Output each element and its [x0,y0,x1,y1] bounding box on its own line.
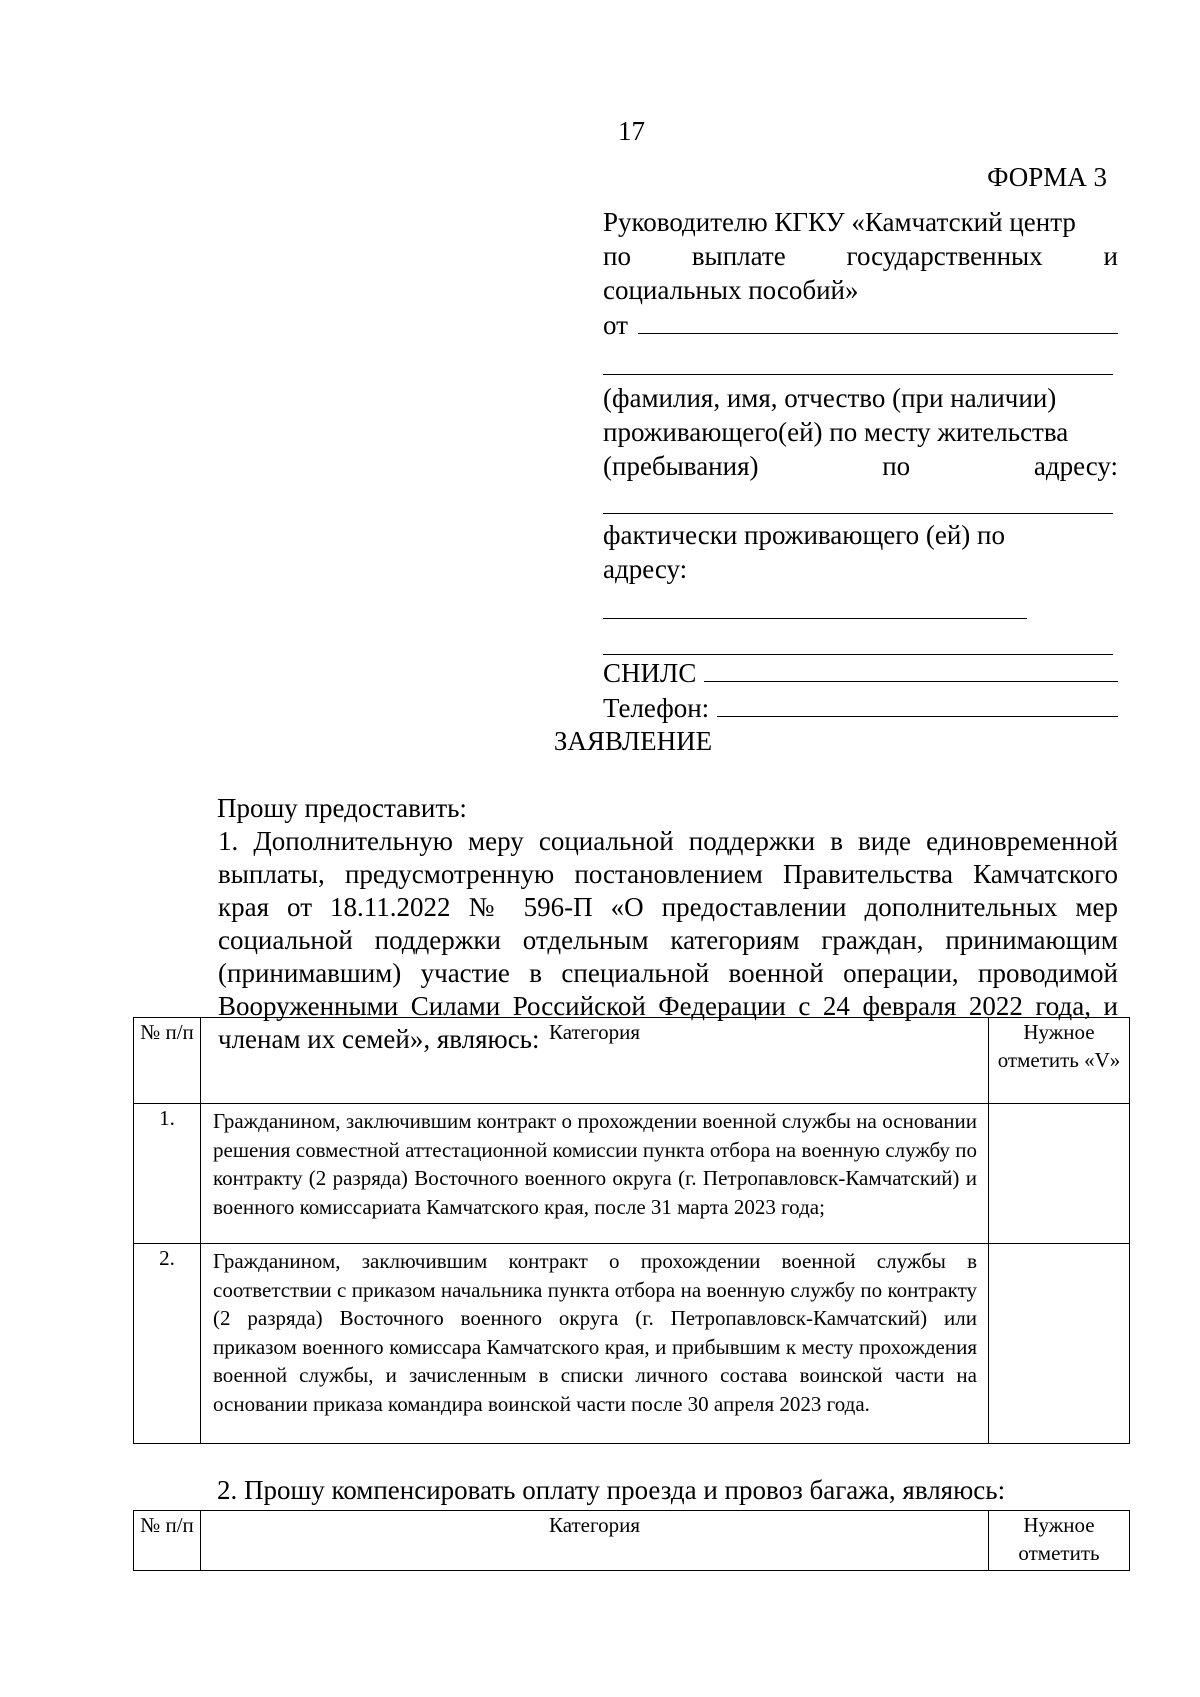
snils-row [603,655,1118,690]
actual-address-label-2: адресу: [603,554,688,584]
row-category-text-content: Гражданином, заключившим контракт о прохождении военной службы на основании решения совместной аттестационной комиссии пункта отбора на военную службу по контракту (2 разряда) Восточного военного округа (г. Петропавловск-Камчатский) и военного комиссариата Камчатского края, после 31 марта 2023 года; [213,1109,977,1219]
phone-field[interactable] [717,690,1118,717]
form-label: ФОРМА 3 [987,162,1107,192]
actual-address-label-1: фактически проживающего (ей) по [603,520,1005,550]
registration-address-field[interactable] [603,483,1113,514]
phone-row [603,690,1118,725]
table-header-row [134,1018,1130,1104]
from-label: от [603,310,628,340]
row-category-text [201,1104,989,1244]
name-hint-3: (пребывания) по адресу: [603,451,1118,481]
name-field-line-2[interactable] [603,342,1113,375]
actual-address-field-1[interactable] [603,586,1027,619]
actual-address-field-2[interactable] [603,619,1113,655]
row-mark-cell[interactable] [989,1104,1130,1244]
table-row [134,1104,1130,1244]
item-1-text: 1. Дополнительную меру социальной поддержки в виде единовременной выплаты, предусмотренную постановлением Правительства Камчатского края от 18.11.2022 № 596-П «О предоставлении дополнительных мер социальной поддержки отдельным категориям граждан, принимающим (принимавшим) участие в специальной военной операции, проводимой Вооруженными Силами Российской Федерации с 24 февраля 2022 года, и членам их семей», являюсь: [218,826,1118,1054]
header-mark: Нужное отметить «V» [989,1018,1130,1104]
header-number: № п/п [134,1018,201,1104]
category-table-1 [133,1017,1130,1444]
table-row [134,1244,1130,1444]
addressee-line-2: по выплате государственных и [603,241,1118,271]
header-number: № п/п [134,1511,201,1571]
name-hint-1: (фамилия, имя, отчество (при наличии) [603,383,1057,413]
from-name-field[interactable] [638,307,1118,334]
addressee-block [603,205,1118,725]
phone-label: Телефон: [603,693,710,723]
addressee-line-3: социальных пособий» [603,275,859,305]
row-category-text [201,1244,989,1444]
header-category: Категория [201,1511,989,1571]
row-mark-cell[interactable] [989,1244,1130,1444]
header-mark: Нужное отметить [989,1511,1130,1571]
name-hint-2: проживающего(ей) по месту жительства [603,417,1069,447]
row-category-text-content: Гражданином, заключившим контракт о прохождении военной службы в соответствии с приказом начальника пункта отбора на военную службу по контракту (2 разряда) Восточного военного округа (г. Петропавловск-Камчатский) или приказом военного комиссара Камчатского края, и прибывшим к месту прохождения военной службы, и зачисленным в списки личного состава воинской части на основании приказа командира воинской части после 30 апреля 2023 года. [213,1249,977,1416]
row-number: 2. [134,1244,201,1444]
request-intro: Прошу предоставить: [217,793,467,823]
snils-field[interactable] [704,655,1118,682]
table-header-row [134,1511,1130,1571]
document-title: ЗАЯВЛЕНИЕ [553,726,713,756]
from-row [603,307,1118,342]
addressee-line-1: Руководителю КГКУ «Камчатский центр [603,207,1076,237]
category-table-2 [133,1510,1130,1571]
item-2-text: 2. Прошу компенсировать оплату проезда и провоз багажа, являюсь: [217,1475,1006,1505]
header-category: Категория [201,1018,989,1104]
snils-label: СНИЛС [603,658,697,688]
page-number: 17 [618,116,645,146]
row-number: 1. [134,1104,201,1244]
